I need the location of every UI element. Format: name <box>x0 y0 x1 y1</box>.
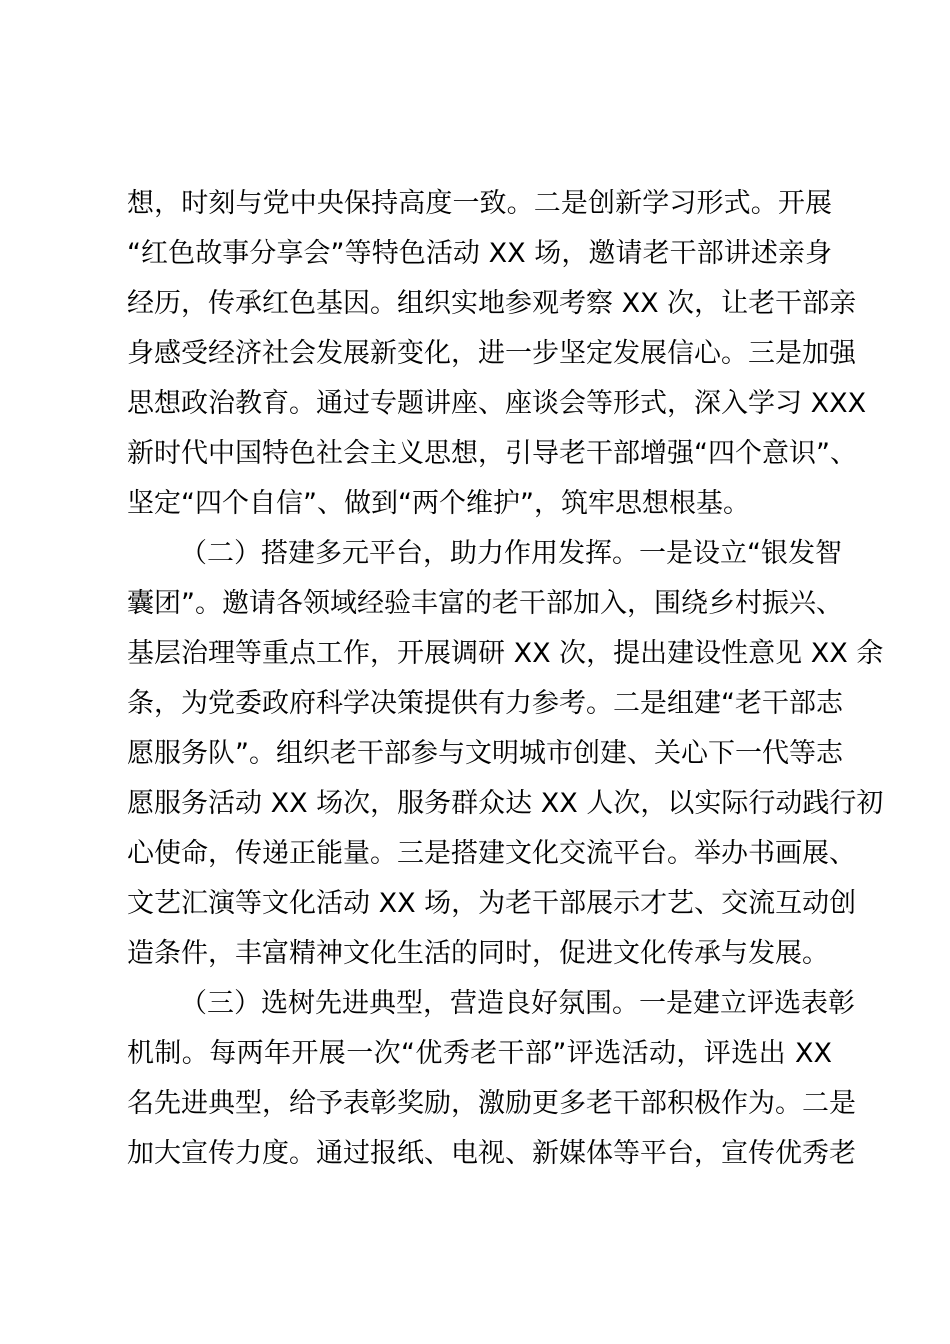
text-line: “红色故事分享会”等特色活动 XX 场，邀请老干部讲述亲身 <box>127 238 832 269</box>
text-line: 囊团”。邀请各领域经验丰富的老干部加入，围绕乡村振兴、 <box>127 588 843 619</box>
text-line: 愿服务活动 XX 场次，服务群众达 XX 人次，以实际行动践行初 <box>127 788 884 819</box>
paragraph-last-line: 坚定“四个自信”、做到“两个维护”，筑牢思想根基。 <box>127 488 750 519</box>
text-line: 新时代中国特色社会主义思想，引导老干部增强“四个意识”、 <box>127 438 857 469</box>
text-line: 条，为党委政府科学决策提供有力参考。二是组建“老干部志 <box>127 688 843 719</box>
paragraph-last-line: 造条件，丰富精神文化生活的同时，促进文化传承与发展。 <box>127 938 829 969</box>
text-line: 基层治理等重点工作，开展调研 XX 次，提出建设性意见 XX 余 <box>127 638 884 669</box>
text-line: 机制。每两年开展一次“优秀老干部”评选活动，评选出 XX <box>127 1038 832 1069</box>
text-line: 心使命，传递正能量。三是搭建文化交流平台。举办书画展、 <box>127 838 856 869</box>
text-line: 经历，传承红色基因。组织实地参观考察 XX 次，让老干部亲 <box>127 288 857 319</box>
paragraph-heading-line: （三）选树先进典型，营造良好氛围。一是建立评选表彰 <box>180 988 855 1019</box>
text-line: 加大宣传力度。通过报纸、电视、新媒体等平台，宣传优秀老 <box>127 1138 856 1169</box>
text-line: 身感受经济社会发展新变化，进一步坚定发展信心。三是加强 <box>127 338 856 369</box>
text-line: 文艺汇演等文化活动 XX 场，为老干部展示才艺、交流互动创 <box>127 888 857 919</box>
text-line: 想，时刻与党中央保持高度一致。二是创新学习形式。开展 <box>127 188 832 219</box>
text-line: 愿服务队”。组织老干部参与文明城市创建、关心下一代等志 <box>127 738 843 769</box>
text-line: 名先进典型，给予表彰奖励，激励更多老干部积极作为。二是 <box>127 1088 856 1119</box>
text-line: 思想政治教育。通过专题讲座、座谈会等形式，深入学习 XXX <box>127 388 867 419</box>
paragraph-heading-line: （二）搭建多元平台，助力作用发挥。一是设立“银发智 <box>180 538 842 569</box>
